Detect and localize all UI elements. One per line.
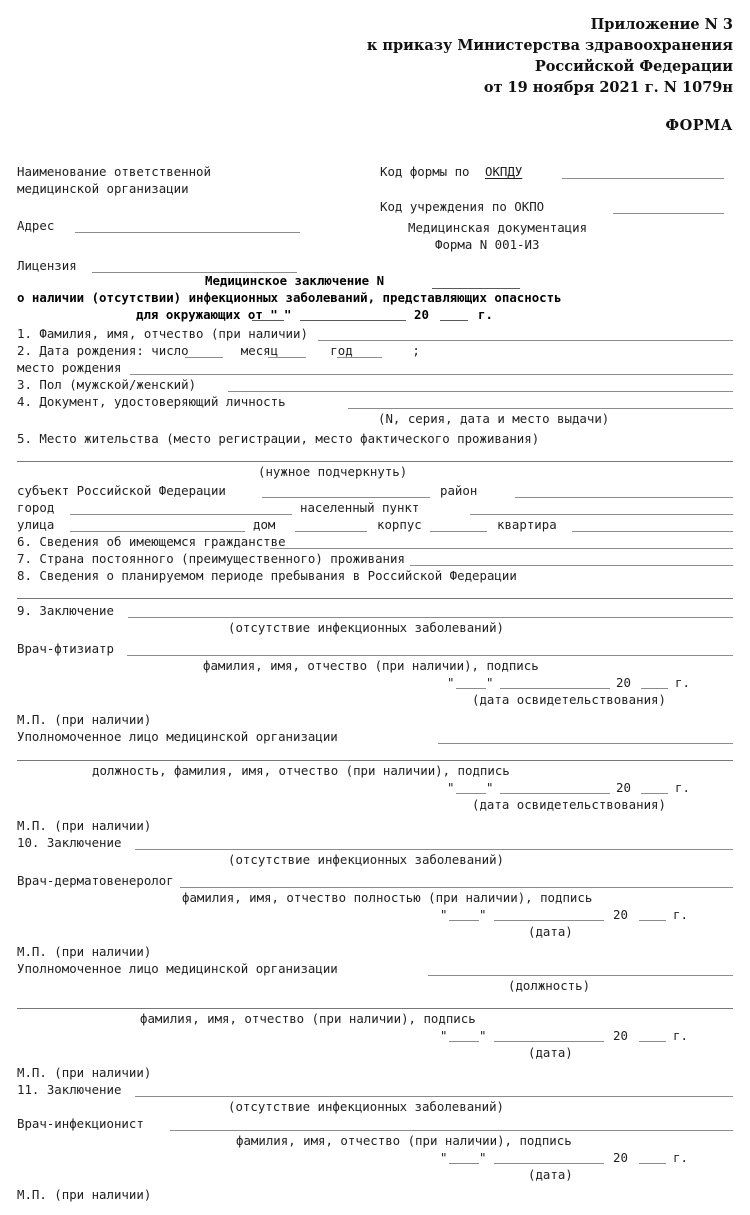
dermatovenerologist-month-rule[interactable]: [494, 920, 604, 921]
item5-hint: (нужное подчеркнуть): [258, 464, 408, 479]
address-input-rule[interactable]: [75, 232, 300, 233]
position-fio-hint-1: должность, фамилия, имя, отчество (при наличии), подпись: [92, 763, 510, 778]
form-code-input-rule[interactable]: [562, 178, 724, 179]
item4-input-rule[interactable]: [348, 408, 733, 409]
authorized-2-month-rule[interactable]: [494, 1041, 604, 1042]
title-line-1: Медицинское заключение N: [205, 273, 385, 288]
title-month-rule[interactable]: [300, 320, 406, 321]
stamp-note-4: М.П. (при наличии): [17, 1065, 152, 1080]
header-line-federation: Российской Федерации: [534, 58, 733, 75]
phthisiatrician-year-suffix: г.: [675, 675, 690, 690]
title-year-suffix: г.: [478, 307, 493, 322]
item10-absence-hint: (отсутствие инфекционных заболеваний): [228, 852, 505, 867]
birthplace-label: место рождения: [17, 360, 122, 375]
birthplace-input-rule[interactable]: [130, 374, 733, 375]
org-name-line2: медицинской организации: [17, 181, 189, 196]
authorized-person-input-rule-1[interactable]: [438, 743, 733, 744]
authorized-1-day-rule[interactable]: [456, 793, 486, 794]
item2-day-rule[interactable]: [185, 357, 223, 358]
authorized-2-year-rule[interactable]: [639, 1041, 666, 1042]
phthisiatrician-signature-rule[interactable]: [127, 655, 733, 656]
address-label: Адрес: [17, 218, 55, 233]
infectiologist-fio-hint: фамилия, имя, отчество (при наличии), подпись: [236, 1133, 572, 1148]
authorized-1-year-rule[interactable]: [641, 793, 668, 794]
apartment-input-rule[interactable]: [572, 531, 733, 532]
phthisiatrician-date-quote-close: ": [486, 675, 494, 690]
item4-label: 4. Документ, удостоверяющий личность: [17, 394, 286, 409]
infectiologist-date-hint: (дата): [528, 1167, 573, 1182]
item5-label: 5. Место жительства (место регистрации, место фактического проживания): [17, 431, 540, 446]
item5-input-rule[interactable]: [17, 461, 733, 462]
item3-input-rule[interactable]: [228, 391, 733, 392]
building-input-rule[interactable]: [430, 531, 487, 532]
stamp-note-5: М.П. (при наличии): [17, 1187, 152, 1202]
item2-year-rule[interactable]: [337, 357, 382, 358]
authorized-1-month-rule[interactable]: [500, 793, 610, 794]
stamp-note-3: М.П. (при наличии): [17, 944, 152, 959]
dermatovenerologist-day-rule[interactable]: [449, 920, 479, 921]
building-label: корпус: [377, 517, 422, 532]
fio-hint-2: фамилия, имя, отчество (при наличии), подпись: [140, 1011, 476, 1026]
header-line-order-date: от 19 ноября 2021 г. N 1079н: [483, 79, 733, 96]
title-year-prefix: 20: [414, 307, 429, 322]
phthisiatrician-day-rule[interactable]: [456, 688, 486, 689]
infectiologist-signature-rule[interactable]: [170, 1130, 733, 1131]
title-year-rule[interactable]: [440, 320, 468, 321]
phthisiatrician-month-rule[interactable]: [500, 688, 610, 689]
institution-code-input-rule[interactable]: [613, 213, 724, 214]
authorized-person-label-2: Уполномоченное лицо медицинской организации: [17, 961, 338, 976]
street-input-rule[interactable]: [70, 531, 245, 532]
form-number-label: Форма N 001-ИЗ: [435, 237, 540, 252]
item11-absence-hint: (отсутствие инфекционных заболеваний): [228, 1099, 505, 1114]
title-line-3-prefix: для окружающих от ": [136, 307, 278, 322]
authorized-2-date-hint: (дата): [528, 1045, 573, 1060]
infectiologist-year-rule[interactable]: [639, 1163, 666, 1164]
phthisiatrician-label: Врач-фтизиатр: [17, 641, 114, 656]
city-label: город: [17, 500, 55, 515]
item11-label: 11. Заключение: [17, 1082, 122, 1097]
item11-input-rule[interactable]: [135, 1096, 733, 1097]
settlement-input-rule[interactable]: [470, 514, 733, 515]
dermatovenerologist-signature-rule[interactable]: [180, 887, 733, 888]
authorized-2-date-quote-close: ": [479, 1028, 487, 1043]
phthisiatrician-year-prefix: 20: [616, 675, 631, 690]
city-input-rule[interactable]: [70, 514, 292, 515]
item4-hint: (N, серия, дата и место выдачи): [378, 411, 610, 426]
phthisiatrician-year-rule[interactable]: [641, 688, 668, 689]
item10-label: 10. Заключение: [17, 835, 122, 850]
infectiologist-date-quote-close: ": [479, 1150, 487, 1165]
infectiologist-year-prefix: 20: [613, 1150, 628, 1165]
header-line-ministry: к приказу Министерства здравоохранения: [366, 37, 733, 54]
okpdu-classifier-label: ОКПДУ: [485, 164, 523, 179]
item3-label: 3. Пол (мужской/женский): [17, 377, 197, 392]
subject-input-rule[interactable]: [262, 497, 430, 498]
infectiologist-date-quote-open: ": [440, 1150, 448, 1165]
infectiologist-label: Врач-инфекционист: [17, 1116, 144, 1131]
item6-label: 6. Сведения об имеющемся гражданстве: [17, 534, 286, 549]
infectiologist-year-suffix: г.: [673, 1150, 688, 1165]
authorized-1-date-quote-open: ": [447, 780, 455, 795]
street-label: улица: [17, 517, 55, 532]
authorized-1-date-quote-close: ": [486, 780, 494, 795]
item7-label: 7. Страна постоянного (преимущественного) проживания: [17, 551, 405, 566]
dermatovenerologist-date-quote-open: ": [440, 907, 448, 922]
position-hint-2: (должность): [508, 978, 591, 993]
phthisiatrician-date-quote-open: ": [447, 675, 455, 690]
item9-absence-hint: (отсутствие инфекционных заболеваний): [228, 620, 505, 635]
district-label: район: [440, 483, 478, 498]
dermatovenerologist-year-prefix: 20: [613, 907, 628, 922]
stamp-note-1: М.П. (при наличии): [17, 712, 152, 727]
house-input-rule[interactable]: [295, 531, 367, 532]
subject-label: субъект Российской Федерации: [17, 483, 226, 498]
phthisiatrician-exam-date-hint: (дата освидетельствования): [472, 692, 666, 707]
item9-input-rule[interactable]: [128, 617, 733, 618]
authorized-2-date-quote-open: ": [440, 1028, 448, 1043]
item1-input-rule[interactable]: [318, 340, 733, 341]
item2-month-rule[interactable]: [268, 357, 306, 358]
house-label: дом: [253, 517, 276, 532]
title-line-3-quote: ": [284, 307, 292, 322]
institution-code-label: Код учреждения по ОКПО: [380, 199, 545, 214]
item8-label: 8. Сведения о планируемом периоде пребывания в Российской Федерации: [17, 568, 517, 583]
authorized-1-year-suffix: г.: [675, 780, 690, 795]
infectiologist-month-rule[interactable]: [494, 1163, 604, 1164]
stamp-note-2: М.П. (при наличии): [17, 818, 152, 833]
authorized-person-detail-rule-1[interactable]: [17, 760, 733, 761]
license-label: Лицензия: [17, 258, 77, 273]
authorized-2-year-prefix: 20: [613, 1028, 628, 1043]
infectiologist-day-rule[interactable]: [449, 1163, 479, 1164]
dermatovenerologist-label: Врач-дерматовенеролог: [17, 873, 174, 888]
authorized-2-day-rule[interactable]: [449, 1041, 479, 1042]
authorized-person-label-1: Уполномоченное лицо медицинской организации: [17, 729, 338, 744]
dermatovenerologist-fio-hint: фамилия, имя, отчество полностью (при наличии), подпись: [182, 890, 593, 905]
dermatovenerologist-date-quote-close: ": [479, 907, 487, 922]
item8-input-rule[interactable]: [17, 598, 733, 599]
document-header: [273, 14, 733, 98]
item2-label: 2. Дата рождения: число месяц год ;: [17, 343, 420, 358]
authorized-person-detail-rule-2[interactable]: [17, 1008, 733, 1009]
authorized-1-exam-date-hint: (дата освидетельствования): [472, 797, 666, 812]
header-line-appendix: Приложение N 3: [590, 16, 733, 33]
phthisiatrician-fio-hint: фамилия, имя, отчество (при наличии), подпись: [203, 658, 539, 673]
dermatovenerologist-year-rule[interactable]: [639, 920, 666, 921]
item1-label: 1. Фамилия, имя, отчество (при наличии): [17, 326, 308, 341]
form-code-label: Код формы по: [380, 164, 470, 179]
item6-input-rule[interactable]: [270, 548, 733, 549]
form-label: ФОРМА: [665, 117, 733, 134]
dermatovenerologist-date-hint: (дата): [528, 924, 573, 939]
medical-documentation-label: Медицинская документация: [408, 220, 588, 235]
title-line-2: о наличии (отсутствии) инфекционных заболеваний, представляющих опасность: [17, 290, 562, 305]
authorized-1-year-prefix: 20: [616, 780, 631, 795]
district-input-rule[interactable]: [515, 497, 733, 498]
apartment-label: квартира: [497, 517, 557, 532]
dermatovenerologist-year-suffix: г.: [673, 907, 688, 922]
authorized-person-input-rule-2[interactable]: [428, 975, 733, 976]
title-day-rule[interactable]: [252, 320, 284, 321]
authorized-2-year-suffix: г.: [673, 1028, 688, 1043]
settlement-label: населенный пункт: [300, 500, 420, 515]
item7-input-rule[interactable]: [410, 565, 733, 566]
item9-label: 9. Заключение: [17, 603, 114, 618]
org-name-line1: Наименование ответственной: [17, 164, 211, 179]
item10-input-rule[interactable]: [135, 849, 733, 850]
